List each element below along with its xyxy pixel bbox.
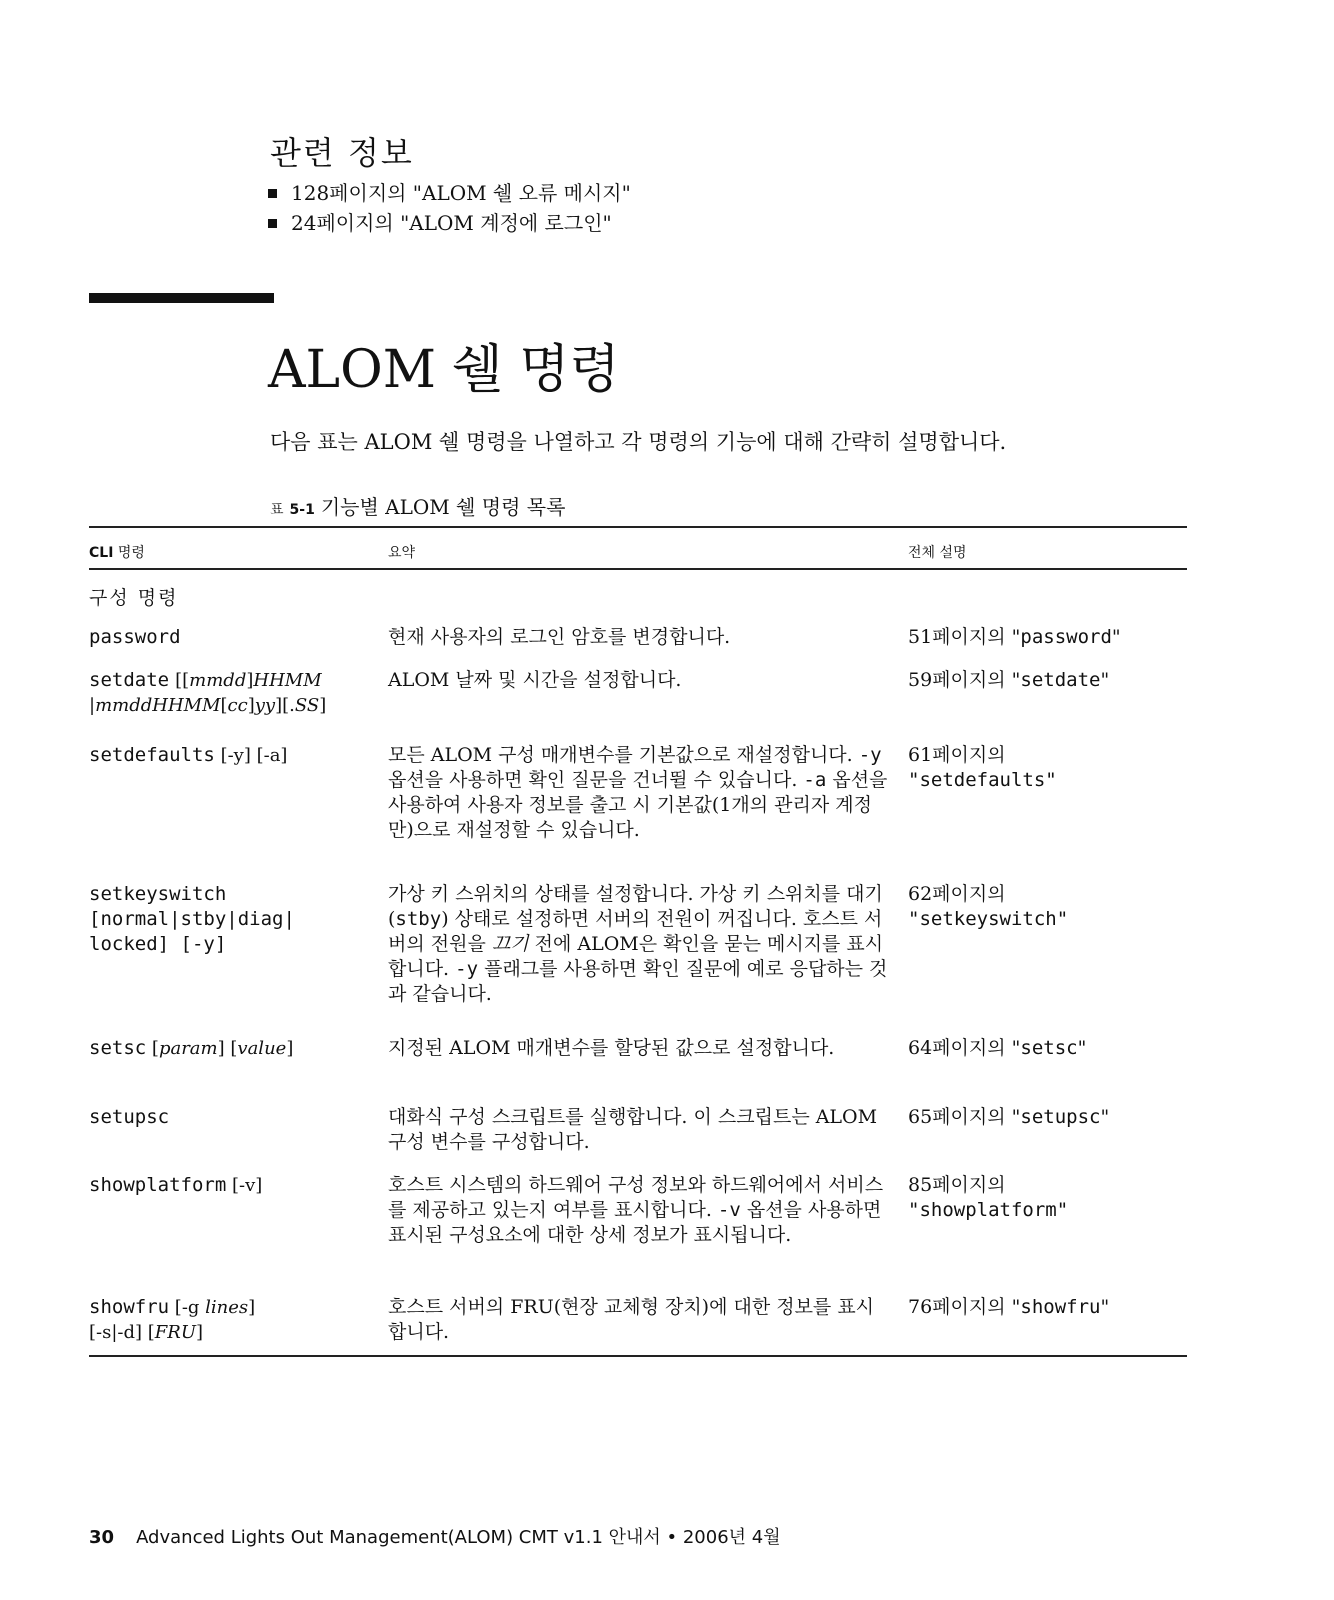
reference-cell[interactable]: 85페이지의 "showplatform"	[908, 1174, 1069, 1221]
reference-cell[interactable]: 76페이지의 "showfru"	[908, 1296, 1110, 1318]
command-cell: showplatform [-v]	[89, 1174, 263, 1196]
section-intro: 다음 표는 ALOM 쉘 명령을 나열하고 각 명령의 기능에 대해 간략히 설명합니다.	[270, 430, 1007, 454]
caption-number: 5-1	[289, 502, 315, 518]
command-cell: setkeyswitch [normal|stby|diag| locked] [-y]	[89, 882, 359, 957]
caption-text: 기능별 ALOM 쉘 명령 목록	[320, 495, 566, 519]
square-bullet-icon	[268, 219, 277, 228]
page-footer	[89, 1523, 781, 1549]
reference-cell[interactable]: 61페이지의 "setdefaults"	[908, 744, 1057, 791]
command-name: setdate	[89, 669, 170, 691]
summary-cell: 지정된 ALOM 매개변수를 할당된 값으로 설정합니다.	[388, 1037, 835, 1059]
command-cell	[89, 1105, 359, 1130]
command-cell: setsc [param] [value]	[89, 1037, 294, 1059]
command-name: setsc	[89, 1037, 147, 1059]
related-info-list	[268, 178, 631, 238]
summary-cell: 대화식 구성 스크립트를 실행합니다. 이 스크립트는 ALOM 구성 변수를 구성합니다.	[388, 1106, 878, 1153]
command-name: setkeyswitch	[89, 883, 227, 905]
header-text: 명령	[117, 545, 145, 561]
command-name: showfru	[89, 1296, 170, 1318]
command-name: setupsc	[89, 1106, 170, 1128]
footer-text: Advanced Lights Out Management(ALOM) CMT v1.1 안내서 • 2006년 4월	[136, 1527, 781, 1548]
summary-cell: 현재 사용자의 로그인 암호를 변경합니다.	[388, 626, 731, 648]
header-bold: CLI	[89, 545, 114, 561]
command-cell: showfru [-g lines] [-s|-d] [FRU]	[89, 1296, 256, 1343]
table-bottom-rule	[89, 1355, 1187, 1357]
column-header-cli	[89, 542, 145, 562]
command-name: setdefaults	[89, 744, 215, 766]
command-cell: setdefaults [-y] [-a]	[89, 744, 288, 766]
summary-cell: 모든 ALOM 구성 매개변수를 기본값으로 재설정합니다. -y 옵션을 사용하면 확인 질문을 건너뛸 수 있습니다. -a 옵션을 사용하여 사용자 정보를 출고 시 기본값(1개의 관리자 계정만)으로 재설정할 수 있습니다.	[388, 744, 888, 841]
square-bullet-icon	[268, 189, 277, 198]
page-number: 30	[89, 1527, 115, 1548]
reference-cell[interactable]: 62페이지의 "setkeyswitch"	[908, 883, 1069, 930]
table-caption	[270, 491, 565, 520]
summary-cell: 가상 키 스위치의 상태를 설정합니다. 가상 키 스위치를 대기(stby) 상태로 설정하면 서버의 전원이 꺼집니다. 호스트 서버의 전원을 끄기 전에 ALOM은 확인을 묻는 메시지를 표시합니다. -y 플래그를 사용하면 확인 질문에 예로 응답하는 것과 같습니다.	[388, 883, 888, 1005]
summary-cell: ALOM 날짜 및 시간을 설정합니다.	[388, 669, 682, 691]
list-item[interactable]	[268, 178, 631, 208]
related-link[interactable]: 128페이지의 "ALOM 쉘 오류 메시지"	[291, 181, 631, 205]
reference-cell[interactable]: 51페이지의 "password"	[908, 626, 1121, 648]
table-group-label: 구성 명령	[89, 587, 179, 609]
column-header-reference: 전체 설명	[908, 545, 967, 561]
command-cell	[89, 625, 359, 650]
table-header-rule	[89, 568, 1187, 570]
table-top-rule	[89, 526, 1187, 528]
command-name: password	[89, 626, 181, 648]
reference-cell[interactable]: 64페이지의 "setsc"	[908, 1037, 1087, 1059]
column-header-summary: 요약	[388, 545, 416, 561]
caption-label: 표	[270, 502, 284, 518]
reference-cell[interactable]: 65페이지의 "setupsc"	[908, 1106, 1110, 1128]
reference-cell[interactable]: 59페이지의 "setdate"	[908, 669, 1110, 691]
related-link[interactable]: 24페이지의 "ALOM 계정에 로그인"	[291, 211, 612, 235]
related-info-heading: 관련 정보	[270, 134, 414, 172]
summary-cell: 호스트 시스템의 하드웨어 구성 정보와 하드웨어에서 서비스를 제공하고 있는지 여부를 표시합니다. -v 옵션을 사용하면 표시된 구성요소에 대한 상세 정보가 표시됩니다.	[388, 1174, 884, 1246]
command-name: showplatform	[89, 1174, 227, 1196]
summary-cell: 호스트 서버의 FRU(현장 교체형 장치)에 대한 정보를 표시합니다.	[388, 1296, 875, 1343]
section-divider-bar	[89, 293, 274, 303]
command-cell: setdate [[mmdd]HHMM |mmddHHMM[cc]yy][.SS]	[89, 669, 327, 716]
list-item[interactable]	[268, 208, 631, 238]
section-title: ALOM 쉘 명령	[268, 340, 620, 400]
